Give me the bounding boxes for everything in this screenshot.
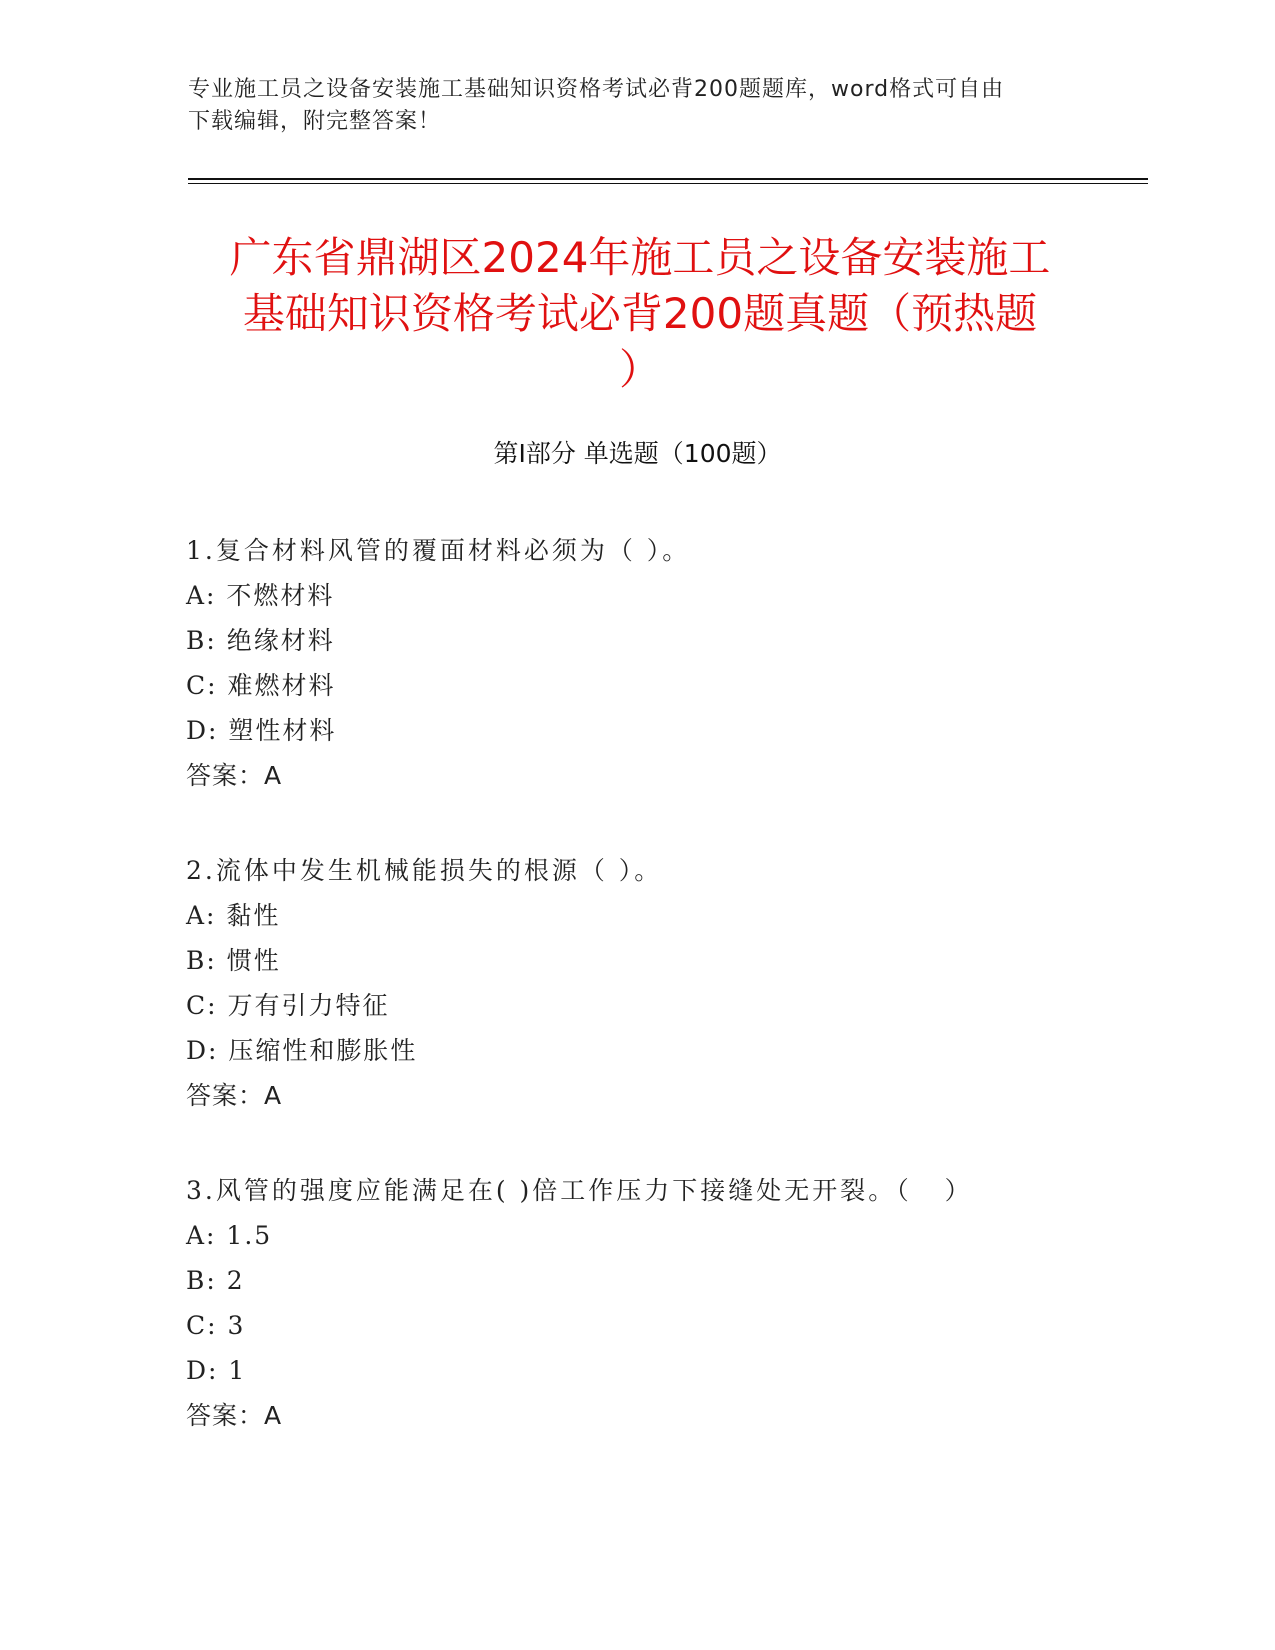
option-c: C: 万有引力特征: [186, 991, 390, 1020]
question-list: [186, 528, 1086, 1488]
question-item: [186, 1168, 1086, 1438]
document-title-line-2: 基础知识资格考试必背200题真题（预热题: [242, 289, 1038, 338]
question-stem: 3.风管的强度应能满足在( )倍工作压力下接缝处无开裂。（ ）: [186, 1176, 973, 1205]
option-d: D: 1: [186, 1356, 247, 1385]
question-stem: 1.复合材料风管的覆面材料必须为（ ）。: [186, 536, 691, 565]
answer: 答案：A: [186, 1401, 283, 1430]
document-title: [160, 230, 1120, 398]
option-b: B: 2: [186, 1266, 245, 1295]
option-a: A: 1.5: [186, 1221, 273, 1250]
option-a: A: 黏性: [186, 901, 281, 930]
header-divider-thick: [188, 178, 1148, 180]
question-item: [186, 848, 1086, 1118]
option-d: D: 压缩性和膨胀性: [186, 1036, 418, 1065]
option-d: D: 塑性材料: [186, 716, 337, 745]
answer: 答案：A: [186, 1081, 283, 1110]
option-a: A: 不燃材料: [186, 581, 335, 610]
answer: 答案：A: [186, 761, 283, 790]
question-stem: 2.流体中发生机械能损失的根源（ ）。: [186, 856, 663, 885]
option-c: C: 难燃材料: [186, 671, 336, 700]
question-item: [186, 528, 1086, 798]
header-divider-thin: [188, 183, 1148, 184]
option-b: B: 绝缘材料: [186, 626, 335, 655]
option-b: B: 惯性: [186, 946, 281, 975]
option-c: C: 3: [186, 1311, 246, 1340]
header-note: [188, 74, 1088, 138]
document-title-line-1: 广东省鼎湖区2024年施工员之设备安装施工: [229, 233, 1051, 282]
section-title: 第Ⅰ部分 单选题（100题）: [493, 439, 782, 468]
header-note-line-2: 下载编辑，附完整答案！: [188, 109, 442, 134]
document-title-line-3: ）: [618, 345, 661, 394]
header-note-line-1: 专业施工员之设备安装施工基础知识资格考试必背200题题库，word格式可自由: [188, 77, 1005, 102]
